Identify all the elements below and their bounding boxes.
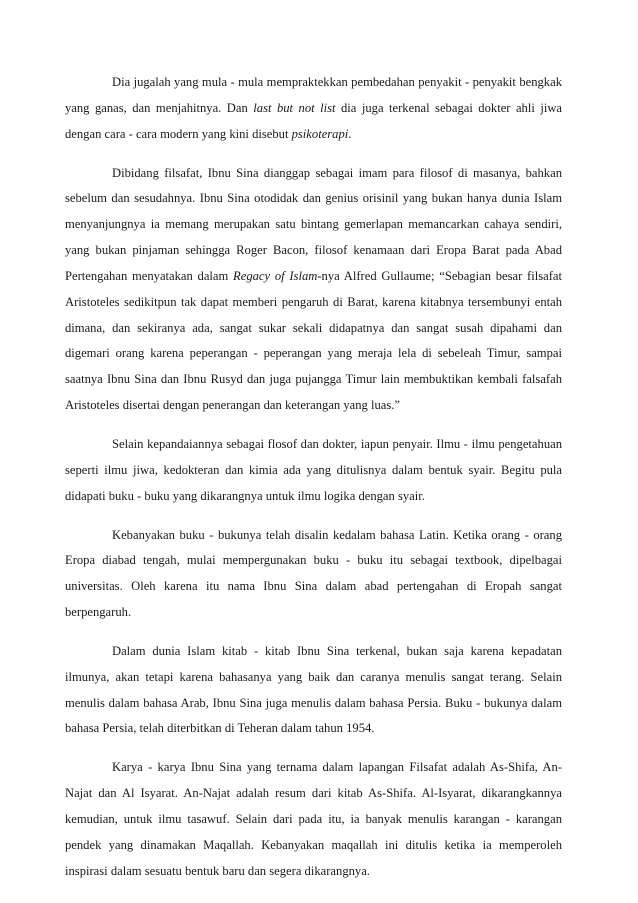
paragraph-1-text-2: dia juga terkenal sebagai dokter ahli jiwa dengan cara - cara modern yang kini disebut <box>65 100 563 141</box>
paragraph-2 <box>65 161 562 419</box>
paragraph-2-text-2: -nya Alfred Gullaume; “Sebagian besar filsafat Aristoteles sedikitpun tak dapat memberi pengaruh di Barat, karena kitabnya tersembunyi entah dimana, dan sekiranya ada, sangat sukar sekali didapatnya dan sangat susah dipahami dan digemari orang karena peperangan - peperangan yang meraja lela di sebeleah Timur, sampai saatnya Ibnu Sina dan Ibnu Rusyd dan juga pujangga Timur lain membuktikan kembali falsafah Aristoteles disertai dengan penerangan dan keterangan yang luas.” <box>65 268 562 413</box>
paragraph-5 <box>65 639 562 742</box>
paragraph-4-text-1: Kebanyakan buku - bukunya telah disalin kedalam bahasa Latin. Ketika orang - orang Eropa diabad tengah, mulai mempergunakan buku - buku itu sebagai textbook, dipelbagai universitas. Oleh karena itu nama Ibnu Sina dalam abad pertengahan di Eropah sangat berpengaruh. <box>65 527 562 620</box>
paragraph-3 <box>65 432 562 510</box>
paragraph-2-italic-1: Regacy of Islam <box>233 268 318 283</box>
paragraph-6 <box>65 755 562 884</box>
paragraph-3-text-1: Selain kepandaiannya sebagai flosof dan dokter, iapun penyair. Ilmu - ilmu pengetahuan seperti ilmu jiwa, kedokteran dan kimia ada yang ditulisnya dalam bentuk syair. Begitu pula didapati buku - buku yang dikarangnya untuk ilmu logika dengan syair. <box>65 436 562 503</box>
paragraph-1-text-3: . <box>348 126 352 141</box>
paragraph-6-text-1: Karya - karya Ibnu Sina yang ternama dalam lapangan Filsafat adalah As-Shifa, An-Najat dan Al Isyarat. An-Najat adalah resum dari kitab As-Shifa. Al-Isyarat, dikarangkannya kemudian, untuk ilmu tasawuf. Selain dari pada itu, ia banyak menulis karangan - karangan pendek yang dinamakan Maqallah. Kebanyakan maqallah ini ditulis ketika ia memperoleh inspirasi dalam sesuatu bentuk baru dan segera dikarangnya. <box>65 760 562 878</box>
paragraph-4 <box>65 523 562 626</box>
paragraph-1-italic-2: psikoterapi <box>291 126 349 141</box>
paragraph-1-italic-1: last but not list <box>253 100 336 115</box>
paragraph-5-text-1: Dalam dunia Islam kitab - kitab Ibnu Sina terkenal, bukan saja karena kepadatan ilmunya, akan tetapi karena bahasanya yang baik dan caranya menulis sangat terang. Selain menulis dalam bahasa Arab, Ibnu Sina juga menulis dalam bahasa Persia. Buku - bukunya dalam bahasa Persia, telah diterbitkan di Teheran dalam tahun 1954. <box>65 643 562 736</box>
paragraph-1-text-1: Dia jugalah yang mula - mula mempraktekkan pembedahan penyakit - penyakit bengkak yang ganas, dan menjahitnya. Dan <box>65 75 562 115</box>
document-page <box>65 70 562 884</box>
paragraph-1 <box>65 70 562 148</box>
paragraph-2-text-1: Dibidang filsafat, Ibnu Sina dianggap sebagai imam para filosof di masanya, bahkan sebelum dan sesudahnya. Ibnu Sina otodidak dan genius orisinil yang bukan hanya dunia Islam menyanjungnya ia memang merupakan satu bintang gemerlapan memancarkan cahaya sendiri, yang bukan pinjaman sehingga Roger Bacon, filosof kenamaan dari Eropa Barat pada Abad Pertengahan menyatakan dalam <box>65 165 562 283</box>
